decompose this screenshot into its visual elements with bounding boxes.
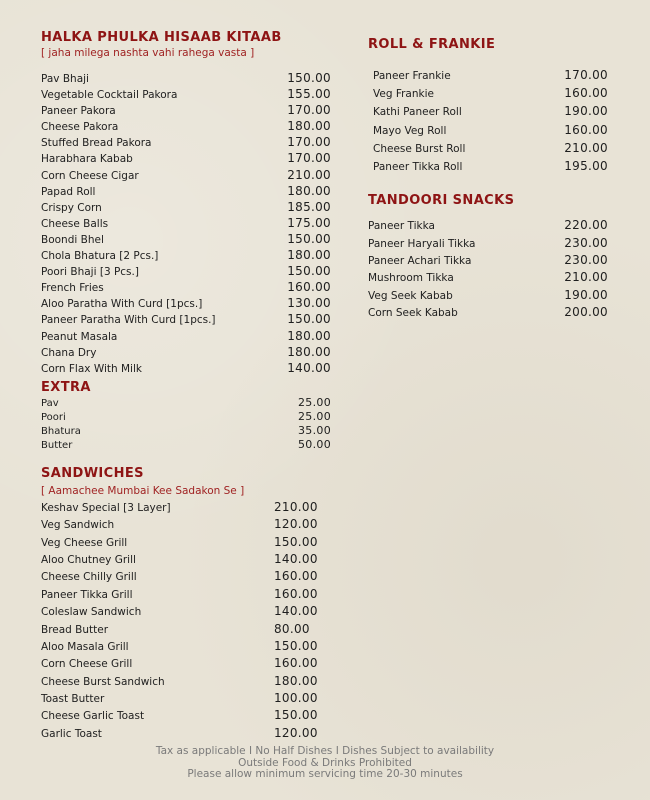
menu-list xyxy=(41,499,331,742)
menu-item-price: 150.00 xyxy=(274,534,318,549)
menu-item-name: Toast Butter xyxy=(41,693,105,706)
sandwiches-section xyxy=(41,466,331,742)
menu-item-name: Veg Seek Kabab xyxy=(368,289,453,302)
menu-list xyxy=(41,396,331,452)
menu-item xyxy=(368,157,608,175)
menu-item-name: Cheese Chilly Grill xyxy=(41,571,137,584)
menu-item-name: Paneer Tikka Grill xyxy=(41,588,133,601)
menu-item-price: 160.00 xyxy=(274,569,318,584)
menu-item xyxy=(41,551,331,568)
menu-item-price: 150.00 xyxy=(287,71,331,85)
menu-item-price: 210.00 xyxy=(564,140,608,155)
menu-item-price: 120.00 xyxy=(274,517,318,532)
menu-item xyxy=(41,396,331,410)
menu-item-price: 230.00 xyxy=(564,235,608,250)
menu-item-name: Crispy Corn xyxy=(41,201,102,214)
menu-item-price: 190.00 xyxy=(564,104,608,119)
menu-item-price: 160.00 xyxy=(274,656,318,671)
footer-line: Tax as applicable I No Half Dishes I Dishes Subject to availability xyxy=(155,745,495,757)
menu-item-name: Poori Bhaji [3 Pcs.] xyxy=(41,266,139,279)
menu-item-price: 185.00 xyxy=(287,199,331,214)
menu-item xyxy=(41,499,331,516)
menu-item-price: 100.00 xyxy=(274,691,318,706)
menu-list xyxy=(41,70,331,376)
menu-item-price: 160.00 xyxy=(287,280,331,295)
menu-item xyxy=(41,410,331,424)
menu-item-price: 150.00 xyxy=(287,312,331,327)
menu-item xyxy=(41,150,331,166)
section-subtitle: [ Aamachee Mumbai Kee Sadakon Se ] xyxy=(41,484,245,497)
footer-line: Please allow minimum servicing time 20-30 minutes xyxy=(187,768,463,780)
menu-item xyxy=(41,603,331,620)
menu-item-name: Aloo Paratha With Curd [1pcs.] xyxy=(41,298,203,311)
halka-phulka-section xyxy=(41,30,331,376)
menu-item xyxy=(41,328,331,344)
menu-item-name: Coleslaw Sandwich xyxy=(41,606,142,619)
menu-item-price: 160.00 xyxy=(564,122,608,137)
menu-item-name: Pav xyxy=(41,397,59,409)
menu-item xyxy=(41,311,331,327)
menu-item xyxy=(41,621,331,638)
section-subtitle: [ jaha milega nashta vahi rahega vasta ] xyxy=(41,47,255,59)
menu-item-price: 180.00 xyxy=(287,328,331,343)
menu-list xyxy=(368,66,608,175)
menu-item xyxy=(41,725,331,742)
menu-item xyxy=(41,707,331,724)
menu-item-name: Aloo Masala Grill xyxy=(41,640,129,653)
menu-item-name: Paneer Paratha With Curd [1pcs.] xyxy=(41,314,216,327)
menu-item-price: 140.00 xyxy=(287,360,331,375)
menu-item xyxy=(41,655,331,672)
section-title: HALKA PHULKA HISAAB KITAAB xyxy=(41,30,282,45)
menu-item xyxy=(41,102,331,118)
menu-item xyxy=(41,638,331,655)
menu-item xyxy=(41,568,331,585)
menu-item xyxy=(368,235,608,252)
menu-item-name: Corn Cheese Grill xyxy=(41,658,133,671)
menu-item-name: Vegetable Cocktail Pakora xyxy=(41,89,178,102)
menu-item-price: 180.00 xyxy=(287,119,331,134)
menu-item-price: 140.00 xyxy=(274,604,318,619)
menu-item-price: 80.00 xyxy=(274,621,310,636)
menu-item xyxy=(41,344,331,360)
menu-item-name: Paneer Pakora xyxy=(41,105,116,118)
menu-item-name: Paneer Tikka xyxy=(368,220,435,233)
menu-item xyxy=(41,673,331,690)
menu-item xyxy=(41,295,331,311)
menu-item-name: Cheese Balls xyxy=(41,217,109,230)
menu-item-price: 230.00 xyxy=(564,252,608,267)
menu-item xyxy=(368,269,608,286)
menu-item-name: French Fries xyxy=(41,282,104,295)
menu-item-price: 180.00 xyxy=(287,248,331,263)
menu-item xyxy=(41,167,331,183)
menu-item xyxy=(368,139,608,157)
menu-item-name: Veg Sandwich xyxy=(41,519,115,532)
menu-item-name: Corn Seek Kabab xyxy=(368,307,458,320)
menu-item-name: Peanut Masala xyxy=(41,330,118,343)
extra-section xyxy=(41,380,331,452)
menu-item-name: Corn Flax With Milk xyxy=(41,362,142,375)
menu-item-price: 150.00 xyxy=(287,231,331,246)
menu-item-price: 195.00 xyxy=(564,158,608,173)
menu-item xyxy=(368,217,608,234)
menu-item-price: 35.00 xyxy=(298,423,331,437)
menu-item-price: 210.00 xyxy=(274,499,318,514)
menu-item-name: Veg Frankie xyxy=(373,88,434,101)
menu-item-name: Paneer Tikka Roll xyxy=(373,160,463,173)
menu-item xyxy=(41,183,331,199)
menu-item xyxy=(41,424,331,438)
menu-item xyxy=(368,121,608,139)
menu-item-price: 180.00 xyxy=(287,344,331,359)
menu-item-price: 175.00 xyxy=(287,215,331,230)
menu-item-name: Chola Bhatura [2 Pcs.] xyxy=(41,250,159,263)
menu-item xyxy=(368,304,608,321)
menu-item-name: Veg Cheese Grill xyxy=(41,536,128,549)
menu-item xyxy=(368,102,608,120)
menu-item-name: Bhatura xyxy=(41,425,81,437)
menu-item-name: Stuffed Bread Pakora xyxy=(41,137,152,150)
menu-item-name: Harabhara Kabab xyxy=(41,153,133,166)
menu-item-price: 150.00 xyxy=(274,638,318,653)
menu-item xyxy=(41,516,331,533)
menu-item-name: Kathi Paneer Roll xyxy=(373,106,462,119)
menu-item xyxy=(41,118,331,134)
section-title: SANDWICHES xyxy=(41,465,144,481)
menu-item-price: 130.00 xyxy=(287,296,331,311)
menu-item-name: Papad Roll xyxy=(41,185,96,198)
menu-item xyxy=(41,690,331,707)
roll-frankie-section xyxy=(368,37,608,175)
section-title: EXTRA xyxy=(41,379,91,395)
menu-item xyxy=(41,215,331,231)
menu-item-price: 220.00 xyxy=(564,218,608,233)
menu-item-name: Garlic Toast xyxy=(41,727,102,740)
menu-item xyxy=(41,70,331,86)
menu-item-name: Cheese Pakora xyxy=(41,121,119,134)
menu-item-price: 120.00 xyxy=(274,725,318,740)
menu-item xyxy=(41,247,331,263)
section-title: TANDOORI SNACKS xyxy=(368,193,515,209)
menu-item-price: 50.00 xyxy=(298,437,331,451)
menu-item-name: Mayo Veg Roll xyxy=(373,124,447,137)
menu-item xyxy=(368,287,608,304)
menu-item-price: 170.00 xyxy=(564,68,608,82)
menu-item-name: Chana Dry xyxy=(41,346,97,359)
menu-item-price: 190.00 xyxy=(564,287,608,302)
menu-item xyxy=(41,231,331,247)
menu-item xyxy=(41,134,331,150)
menu-item xyxy=(368,66,608,84)
menu-item-name: Boondi Bhel xyxy=(41,233,104,246)
menu-item xyxy=(41,534,331,551)
right-column xyxy=(368,37,608,321)
menu-item-name: Aloo Chutney Grill xyxy=(41,553,136,566)
menu-item xyxy=(41,263,331,279)
menu-item-price: 170.00 xyxy=(287,151,331,166)
menu-item-name: Keshav Special [3 Layer] xyxy=(41,501,171,514)
menu-item xyxy=(368,252,608,269)
menu-item-name: Mushroom Tikka xyxy=(368,272,454,285)
menu-item-price: 180.00 xyxy=(287,183,331,198)
menu-item-name: Paneer Haryali Tikka xyxy=(368,237,476,250)
menu-item-price: 210.00 xyxy=(564,270,608,285)
menu-item-price: 170.00 xyxy=(287,135,331,150)
menu-item-price: 180.00 xyxy=(274,673,318,688)
menu-item-name: Paneer Frankie xyxy=(373,70,451,82)
menu-item xyxy=(41,279,331,295)
left-column xyxy=(41,30,331,742)
menu-item-price: 170.00 xyxy=(287,103,331,118)
menu-item xyxy=(41,360,331,376)
menu-list xyxy=(368,217,608,321)
menu-item-name: Corn Cheese Cigar xyxy=(41,169,139,182)
menu-item-name: Cheese Burst Sandwich xyxy=(41,675,165,688)
menu-item xyxy=(41,586,331,603)
menu-item-name: Cheese Burst Roll xyxy=(373,142,466,155)
menu-item-price: 25.00 xyxy=(298,395,331,409)
menu-item-price: 210.00 xyxy=(287,167,331,182)
footer-notes xyxy=(0,746,650,781)
menu-item-price: 160.00 xyxy=(564,86,608,101)
tandoori-snacks-section xyxy=(368,193,608,321)
menu-item-price: 25.00 xyxy=(298,409,331,423)
menu-item-name: Cheese Garlic Toast xyxy=(41,710,145,723)
menu-item-price: 150.00 xyxy=(274,708,318,723)
section-title: ROLL & FRANKIE xyxy=(368,37,496,52)
menu-item-name: Paneer Achari Tikka xyxy=(368,254,472,267)
menu-item-price: 160.00 xyxy=(274,586,318,601)
menu-item-price: 200.00 xyxy=(564,305,608,320)
menu-item-price: 150.00 xyxy=(287,264,331,279)
menu-item xyxy=(368,84,608,102)
menu-item xyxy=(41,199,331,215)
menu-item-name: Butter xyxy=(41,439,73,451)
footer-line: Outside Food & Drinks Prohibited xyxy=(238,756,412,769)
menu-item-price: 140.00 xyxy=(274,551,318,566)
menu-item-name: Poori xyxy=(41,411,66,423)
menu-item xyxy=(41,86,331,102)
menu-item-price: 155.00 xyxy=(287,87,331,102)
menu-item-name: Bread Butter xyxy=(41,623,109,636)
menu-item-name: Pav Bhaji xyxy=(41,73,89,85)
menu-item xyxy=(41,438,331,452)
